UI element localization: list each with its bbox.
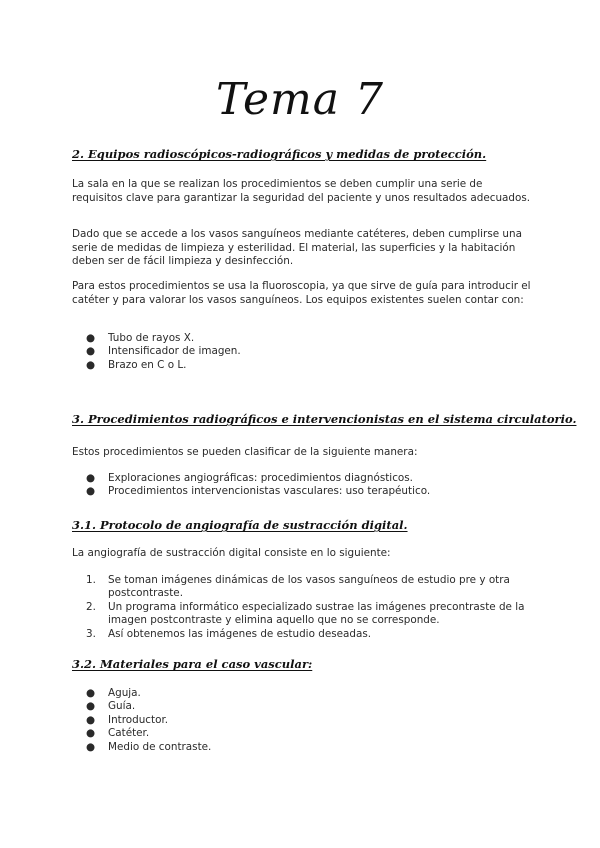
numbered-list (86, 574, 526, 641)
paragraph: La sala en la que se realizan los procedimientos se deben cumplir una serie de requisitos clave para garantizar la seguridad del paciente y unos resultados adecuados. (72, 178, 531, 204)
bullet-icon: ● (86, 332, 96, 344)
page-title: Tema 7 (216, 74, 384, 125)
list-item: ● Exploraciones angiográficas: procedimientos diagnósticos. (86, 472, 413, 484)
bullet-icon: ● (86, 727, 96, 740)
list-item: ● Intensificador de imagen. (86, 345, 241, 358)
bullet-icon: ● (86, 485, 96, 498)
paragraph: La angiografía de sustracción digital consiste en lo siguiente: (72, 547, 391, 559)
list-item: ● Aguja. (86, 687, 141, 699)
list-item: ● Brazo en C o L. (86, 358, 187, 371)
list-item: ● Tubo de rayos X. (86, 332, 195, 344)
bullet-list (86, 687, 526, 754)
paragraph: Dado que se accede a los vasos sanguíneos mediante catéteres, deben cumplirse una serie de medidas de limpieza y esterilidad. El material, las superficies y la habitación deben ser de fácil limpieza y desinfección. (72, 228, 522, 268)
paragraph: Para estos procedimientos se usa la fluoroscopia, ya que sirve de guía para introducir el catéter y para valorar los vasos sanguíneos. Los equipos existentes suelen contar con: (72, 280, 531, 306)
list-item: 2. Un programa informático especializado sustrae las imágenes precontraste de la imagen postcontraste y elimina aquello que no se corresponde. (86, 600, 525, 627)
bullet-icon: ● (86, 700, 96, 713)
paragraph: Estos procedimientos se pueden clasificar de la siguiente manera: (72, 446, 418, 458)
list-item: ● Guía. (86, 700, 136, 713)
section-heading: 3. Procedimientos radiográficos e intervencionistas en el sistema circulatorio. (72, 412, 577, 426)
section-heading: 3.2. Materiales para el caso vascular: (72, 657, 313, 671)
bullet-icon: ● (86, 740, 96, 753)
bullet-icon: ● (86, 713, 96, 726)
list-item: ● Procedimientos intervencionistas vasculares: uso terapéutico. (86, 485, 431, 498)
bullet-icon: ● (86, 687, 96, 699)
bullet-list (86, 332, 526, 372)
bullet-icon: ● (86, 472, 96, 484)
bullet-list (86, 472, 526, 499)
list-item: 1. Se toman imágenes dinámicas de los vasos sanguíneos de estudio pre y otra postcontraste. (86, 574, 510, 600)
list-item: 3. Así obtenemos las imágenes de estudio deseadas. (86, 627, 372, 640)
list-item: ● Catéter. (86, 727, 150, 740)
list-item: ● Introductor. (86, 713, 169, 726)
bullet-icon: ● (86, 345, 96, 358)
section-heading: 2. Equipos radioscópicos-radiográficos y medidas de protección. (72, 147, 487, 161)
section-heading: 3.1. Protocolo de angiografía de sustracción digital. (72, 518, 408, 532)
bullet-icon: ● (86, 358, 96, 371)
list-item: ● Medio de contraste. (86, 740, 212, 753)
